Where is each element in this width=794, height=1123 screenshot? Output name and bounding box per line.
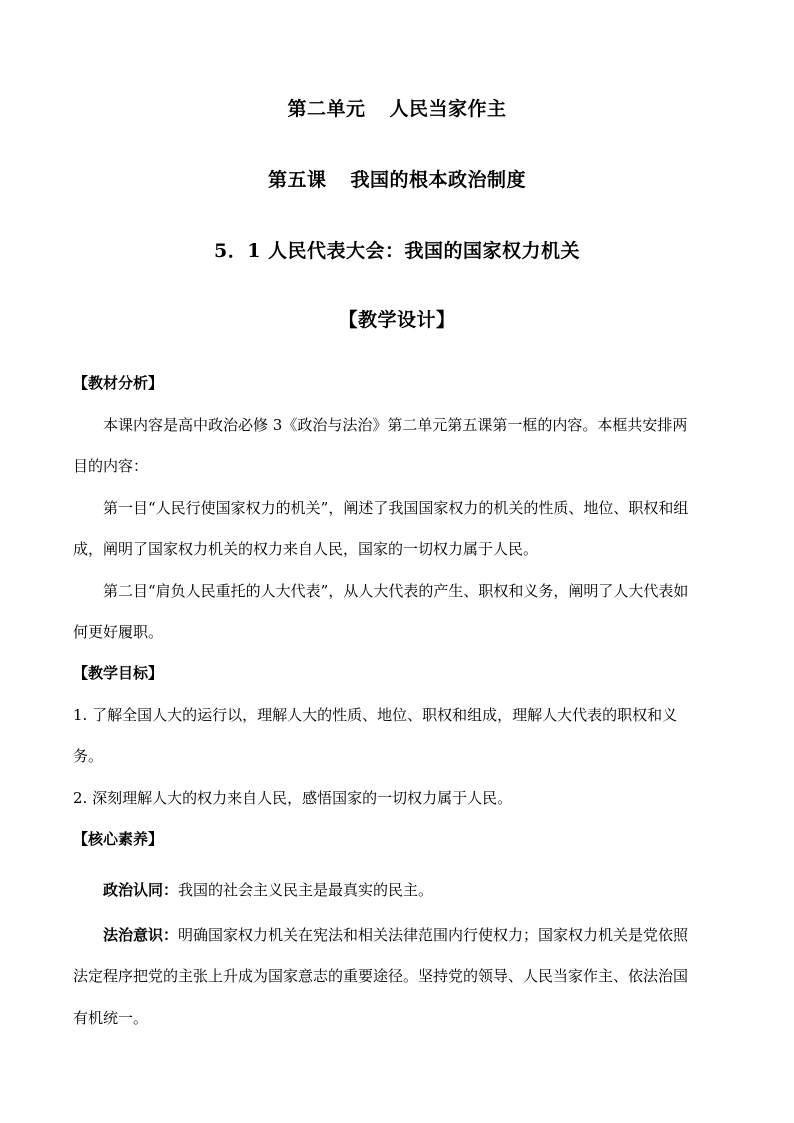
analysis-p3-line2: 何更好履职。 xyxy=(73,623,164,641)
literacy-heading: 【核心素养】 xyxy=(73,830,164,848)
analysis-p2-line2: 成，阐明了国家权力机关的权力来自人民，国家的一切权力属于人民。 xyxy=(73,540,539,558)
law-awareness-label: 法治意识： xyxy=(103,926,179,944)
analysis-p2-line1: 第一目“人民行使国家权力的机关”，阐述了我国国家权力的机关的性质、地位、职权和组 xyxy=(103,499,689,517)
analysis-p1-line1: 本课内容是高中政治必修 3《政治与法治》第二单元第五课第一框的内容。本框共安排两 xyxy=(103,416,688,434)
analysis-heading: 【教材分析】 xyxy=(73,374,164,392)
goal-1-line2: 务。 xyxy=(73,747,104,765)
law-awareness-text-1: 明确国家权力机关在宪法和相关法律范围内行使权力；国家权力机关是党依照 xyxy=(178,926,689,944)
unit-number: 第二单元 xyxy=(287,98,366,120)
lesson-title xyxy=(0,165,794,192)
analysis-p1-line2: 目的内容： xyxy=(73,457,149,475)
design-title: 【教学设计】 xyxy=(338,309,456,331)
section-title: 5．1 人民代表大会：我国的国家权力机关 xyxy=(213,240,581,262)
lesson-number: 第五课 xyxy=(267,169,327,191)
unit-name: 人民当家作主 xyxy=(389,98,507,120)
analysis-p3-line1: 第二目“肩负人民重托的人大代表”，从人大代表的产生、职权和义务，阐明了人大代表如 xyxy=(103,582,689,600)
goals-heading: 【教学目标】 xyxy=(73,664,164,682)
law-awareness-line2: 法定程序把党的主张上升成为国家意志的重要途径。坚持党的领导、人民当家作主、依法治国 xyxy=(73,967,689,985)
unit-title xyxy=(0,94,794,121)
goal-2-line1: 2. 深刻理解人大的权力来自人民，感悟国家的一切权力属于人民。 xyxy=(73,789,513,807)
lesson-name: 我国的根本政治制度 xyxy=(350,169,527,191)
goal-1-line1: 1. 了解全国人大的运行以，理解人大的性质、地位、职权和组成，理解人大代表的职权和义 xyxy=(73,706,678,724)
political-identity-label: 政治认同： xyxy=(103,881,179,899)
law-awareness-line3: 有机统一。 xyxy=(73,1009,149,1027)
political-identity-text: 我国的社会主义民主是最真实的民主。 xyxy=(178,881,434,899)
political-identity-line xyxy=(103,879,723,900)
law-awareness-line1 xyxy=(103,924,723,945)
